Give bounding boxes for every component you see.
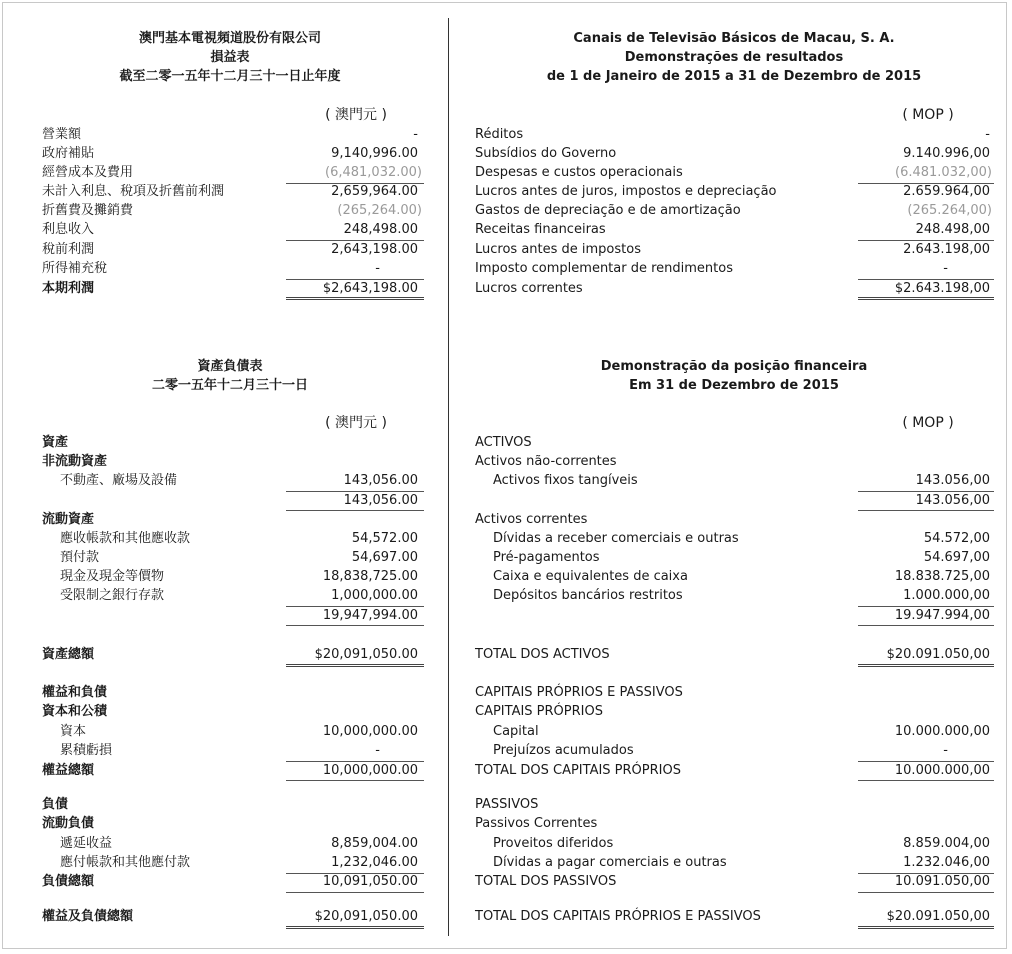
zh-income-row-label: 利息收入 bbox=[42, 222, 95, 237]
pt-total-equity-liabilities-value: $20.091.050,00 bbox=[886, 909, 990, 924]
pt-non-current-total: 143.056,00 bbox=[915, 493, 990, 508]
zh-restricted-label: 受限制之銀行存款 bbox=[60, 588, 165, 603]
pt-total-assets-value: $20.091.050,00 bbox=[886, 647, 990, 662]
pt-ppe-value: 143.056,00 bbox=[915, 473, 990, 488]
pt-non-current-assets-heading: Activos não-correntes bbox=[475, 454, 617, 469]
zh-payables-label: 應付帳款和其他應付款 bbox=[60, 855, 191, 870]
zh-income-row-value: (265,264.00) bbox=[337, 203, 422, 218]
pt-balance-currency: ( MOP ) bbox=[902, 415, 954, 431]
pt-prepayments-label: Pré-pagamentos bbox=[493, 550, 600, 565]
pt-income-row-label: Despesas e custos operacionais bbox=[475, 165, 683, 180]
zh-accumulated-losses-value: - bbox=[375, 743, 380, 758]
zh-total-liabilities-value: 10,091,050.00 bbox=[322, 874, 418, 889]
zh-income-title: 損益表 bbox=[210, 50, 250, 65]
zh-current-liabilities-heading: 流動負債 bbox=[42, 816, 95, 831]
zh-income-currency: ( 澳門元 ) bbox=[325, 107, 387, 123]
zh-total-assets-value: $20,091,050.00 bbox=[314, 647, 418, 662]
zh-total-assets-label: 資產總額 bbox=[42, 647, 95, 662]
pt-restricted-label: Depósitos bancários restritos bbox=[493, 588, 683, 603]
pt-income-row-value: - bbox=[943, 261, 948, 276]
zh-ppe-label: 不動產、廠場及設備 bbox=[60, 473, 178, 488]
zh-payables-value: 1,232,046.00 bbox=[331, 855, 418, 870]
zh-income-row-value: - bbox=[413, 127, 418, 142]
zh-income-net-profit-value: $2,643,198.00 bbox=[322, 281, 418, 296]
zh-total-equity-label: 權益總額 bbox=[42, 763, 95, 778]
pt-cash-label: Caixa e equivalentes de caixa bbox=[493, 569, 688, 584]
zh-income-row-label: 營業額 bbox=[42, 127, 82, 142]
pt-income-period: de 1 de Janeiro de 2015 a 31 de Dezembro de 2015 bbox=[546, 69, 922, 84]
zh-balance-date: 二零一五年十二月三十一日 bbox=[151, 378, 308, 393]
pt-receivables-value: 54.572,00 bbox=[923, 531, 990, 546]
pt-capital-label: Capital bbox=[493, 724, 539, 739]
column-divider bbox=[448, 18, 449, 936]
pt-income-row-value: 2.643.198,00 bbox=[903, 242, 990, 257]
pt-income-row-label: Lucros antes de impostos bbox=[475, 242, 641, 257]
zh-income-row-label: 政府補貼 bbox=[42, 146, 95, 161]
pt-income-row-label: Réditos bbox=[475, 127, 524, 142]
pt-income-row-label: Lucros antes de juros, impostos e depreciação bbox=[475, 184, 777, 199]
zh-current-assets-heading: 流動資產 bbox=[42, 512, 95, 527]
pt-assets-heading: ACTIVOS bbox=[475, 435, 532, 450]
pt-deferred-income-label: Proveitos diferidos bbox=[493, 836, 614, 851]
pt-capital-value: 10.000.000,00 bbox=[894, 724, 990, 739]
zh-income-row-label: 稅前利潤 bbox=[42, 242, 95, 257]
zh-capital-reserves-heading: 資本和公積 bbox=[42, 704, 108, 719]
pt-equity-liabilities-heading: CAPITAIS PRÓPRIOS E PASSIVOS bbox=[475, 685, 683, 700]
pt-cash-value: 18.838.725,00 bbox=[894, 569, 990, 584]
zh-cash-value: 18,838,725.00 bbox=[322, 569, 418, 584]
zh-deferred-income-value: 8,859,004.00 bbox=[331, 836, 418, 851]
pt-total-equity-value: 10.000.000,00 bbox=[894, 763, 990, 778]
zh-income-row-value: 2,659,964.00 bbox=[331, 184, 418, 199]
pt-receivables-label: Dívidas a receber comerciais e outras bbox=[493, 531, 739, 546]
zh-total-equity-liabilities-label: 權益及負債總額 bbox=[42, 909, 134, 924]
pt-company-name: Canais de Televisão Básicos de Macau, S. A. bbox=[573, 31, 895, 46]
zh-income-row-label: 未計入利息、稅項及折舊前利潤 bbox=[42, 184, 225, 199]
zh-income-row-label: 所得補充稅 bbox=[42, 261, 108, 276]
zh-current-total: 19,947,994.00 bbox=[322, 608, 418, 623]
pt-prepayments-value: 54.697,00 bbox=[923, 550, 990, 565]
zh-ppe-value: 143,056.00 bbox=[343, 473, 418, 488]
zh-income-row-value: - bbox=[375, 261, 380, 276]
pt-payables-value: 1.232.046,00 bbox=[903, 855, 990, 870]
pt-total-assets-label: TOTAL DOS ACTIVOS bbox=[475, 647, 610, 662]
zh-non-current-assets-heading: 非流動資產 bbox=[42, 454, 108, 469]
pt-income-row-label: Receitas financeiras bbox=[475, 222, 606, 237]
zh-income-row-value: 2,643,198.00 bbox=[331, 242, 418, 257]
zh-equity-liabilities-heading: 權益和負債 bbox=[42, 685, 108, 700]
pt-income-net-profit-label: Lucros correntes bbox=[475, 281, 583, 296]
zh-balance-title: 資產負債表 bbox=[197, 359, 263, 374]
zh-deferred-income-label: 遞延收益 bbox=[60, 836, 113, 851]
zh-income-row-value: 248,498.00 bbox=[343, 222, 418, 237]
zh-income-row-value: (6,481,032.00) bbox=[325, 165, 422, 180]
zh-income-row-label: 經營成本及費用 bbox=[42, 165, 134, 180]
zh-receivables-value: 54,572.00 bbox=[351, 531, 418, 546]
pt-current-total: 19.947.994,00 bbox=[894, 608, 990, 623]
pt-income-row-value: 9.140.996,00 bbox=[903, 146, 990, 161]
zh-total-equity-value: 10,000,000.00 bbox=[322, 763, 418, 778]
zh-total-equity-liabilities-value: $20,091,050.00 bbox=[314, 909, 418, 924]
zh-income-row-value: 9,140,996.00 bbox=[331, 146, 418, 161]
zh-company-name: 澳門基本電視頻道股份有限公司 bbox=[138, 31, 321, 46]
zh-prepayments-value: 54,697.00 bbox=[351, 550, 418, 565]
pt-deferred-income-value: 8.859.004,00 bbox=[903, 836, 990, 851]
zh-income-period: 截至二零一五年十二月三十一日止年度 bbox=[119, 69, 341, 84]
zh-accumulated-losses-label: 累積虧損 bbox=[60, 743, 113, 758]
zh-receivables-label: 應收帳款和其他應收款 bbox=[60, 531, 191, 546]
zh-income-net-profit-label: 本期利潤 bbox=[42, 281, 95, 296]
pt-total-equity-liabilities-label: TOTAL DOS CAPITAIS PRÓPRIOS E PASSIVOS bbox=[475, 909, 761, 924]
zh-capital-label: 資本 bbox=[60, 724, 87, 739]
pt-capital-reserves-heading: CAPITAIS PRÓPRIOS bbox=[475, 704, 603, 719]
pt-liabilities-heading: PASSIVOS bbox=[475, 797, 539, 812]
zh-income-row-label: 折舊費及攤銷費 bbox=[42, 203, 134, 218]
zh-prepayments-label: 預付款 bbox=[60, 550, 100, 565]
zh-restricted-value: 1,000,000.00 bbox=[331, 588, 418, 603]
pt-income-row-value: (6.481.032,00) bbox=[895, 165, 992, 180]
zh-non-current-total: 143,056.00 bbox=[343, 493, 418, 508]
pt-ppe-label: Activos fixos tangíveis bbox=[493, 473, 638, 488]
pt-income-net-profit-value: $2.643.198,00 bbox=[894, 281, 990, 296]
pt-restricted-value: 1.000.000,00 bbox=[903, 588, 990, 603]
zh-assets-heading: 資產 bbox=[42, 435, 69, 450]
pt-income-title: Demonstrações de resultados bbox=[624, 50, 844, 65]
pt-balance-date: Em 31 de Dezembro de 2015 bbox=[629, 378, 839, 393]
pt-income-row-label: Imposto complementar de rendimentos bbox=[475, 261, 733, 276]
pt-income-row-label: Subsídios do Governo bbox=[475, 146, 617, 161]
pt-payables-label: Dívidas a pagar comerciais e outras bbox=[493, 855, 727, 870]
pt-current-assets-heading: Activos correntes bbox=[475, 512, 588, 527]
pt-income-row-value: (265.264,00) bbox=[907, 203, 992, 218]
zh-capital-value: 10,000,000.00 bbox=[322, 724, 418, 739]
pt-income-row-value: - bbox=[985, 127, 990, 142]
pt-income-row-value: 2.659.964,00 bbox=[903, 184, 990, 199]
pt-income-currency: ( MOP ) bbox=[902, 107, 954, 123]
pt-accumulated-losses-value: - bbox=[943, 743, 948, 758]
zh-cash-label: 現金及現金等價物 bbox=[60, 569, 165, 584]
zh-balance-currency: ( 澳門元 ) bbox=[325, 415, 387, 431]
zh-total-liabilities-label: 負債總額 bbox=[42, 874, 95, 889]
zh-liabilities-heading: 負債 bbox=[42, 797, 69, 812]
pt-balance-title: Demonstração da posição financeira bbox=[600, 359, 868, 374]
pt-total-equity-label: TOTAL DOS CAPITAIS PRÓPRIOS bbox=[475, 763, 681, 778]
pt-accumulated-losses-label: Prejuízos acumulados bbox=[493, 743, 634, 758]
pt-income-row-value: 248.498,00 bbox=[915, 222, 990, 237]
pt-income-row-label: Gastos de depreciação e de amortização bbox=[475, 203, 741, 218]
pt-current-liabilities-heading: Passivos Correntes bbox=[475, 816, 598, 831]
pt-total-liabilities-value: 10.091.050,00 bbox=[894, 874, 990, 889]
pt-total-liabilities-label: TOTAL DOS PASSIVOS bbox=[475, 874, 617, 889]
